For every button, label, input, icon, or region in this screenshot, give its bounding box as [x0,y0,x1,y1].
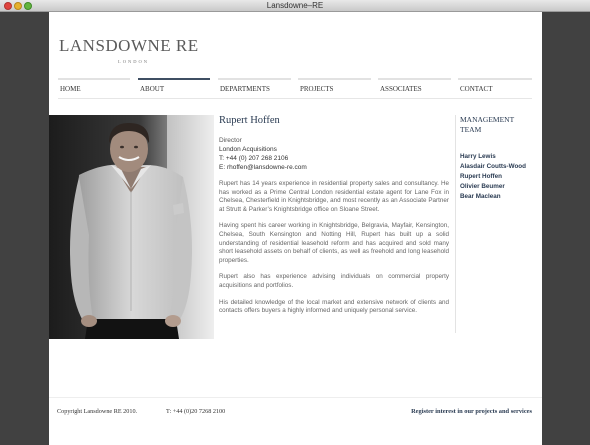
team-member-link[interactable]: Alasdair Coutts-Wood [460,163,527,170]
window-titlebar [0,0,590,12]
right-page-margin [542,12,590,445]
nav-divider [58,98,532,99]
nav-associates[interactable]: ASSOCIATES [378,78,451,100]
nav-contact[interactable]: CONTACT [458,78,532,100]
footer-copyright: Copyright Lansdowne RE 2010. [57,408,138,415]
main-nav [58,78,532,98]
sidebar-title-line2: TEAM [460,125,482,134]
team-member-link[interactable]: Rupert Hoffen [460,173,502,180]
profile-department: London Acquisitions [219,146,277,153]
team-member-link[interactable]: Harry Lewis [460,153,496,160]
nav-departments[interactable]: DEPARTMENTS [218,78,291,100]
bio-paragraph: Rupert has 14 years experience in residential property sales and consultancy. He has worked as a Prime Central London residential estate agent for Lane Fox in Chelsea, Chesterfield in Knightsbridge, and most recently as an Associate Partner at Strutt & Parker’s Knightsbridge office on Sloane Street. [219,180,449,213]
portrait-photo [49,115,214,339]
profile-email-link[interactable]: E: rhoffen@lansdowne-re.com [219,164,307,171]
nav-projects[interactable]: PROJECTS [298,78,371,100]
footer-phone: T: +44 (0)20 7268 2100 [166,408,226,415]
page [49,12,542,445]
bio-paragraph: Having spent his career working in Knightsbridge, Belgravia, Mayfair, Kensington, Chelsea, South Kensington and Notting Hill, Rupert has built up a solid understanding of residential leasehold reform and has acquired and sold many short leasehold assets on behalf of clients, as well as freehold and long leasehold properties. [219,222,449,264]
team-list [460,152,540,202]
nav-home[interactable]: HOME [58,78,130,100]
team-member-link[interactable]: Olivier Beumer [460,183,505,190]
profile-name: Rupert Hoffen [219,115,280,126]
bio-paragraph: Rupert also has experience advising individuals on commercial property acquisitions and portfolios. [219,273,449,289]
page-footer [49,397,542,428]
site-logo[interactable]: LANSDOWNE RE [59,36,199,55]
bio-paragraph: His detailed knowledge of the local market and extensive network of clients and contacts offers buyers a highly informed and uniquely personal service. [219,298,449,315]
left-page-margin [0,12,49,445]
profile-content [219,115,449,322]
management-team-sidebar [460,115,540,202]
profile-role: Director [219,137,242,144]
site-logo-subtitle: LONDON [118,59,149,64]
register-interest-link[interactable]: Register interest in our projects and services [411,408,532,415]
sidebar-title: MANAGEMENT [460,115,515,124]
team-member-link[interactable]: Bear Maclean [460,193,501,200]
profile-phone: T: +44 (0) 207 268 2106 [219,155,289,162]
sidebar-divider [455,115,456,333]
window-title: Lansdowne–RE [266,1,324,10]
nav-about[interactable]: ABOUT [138,78,210,100]
